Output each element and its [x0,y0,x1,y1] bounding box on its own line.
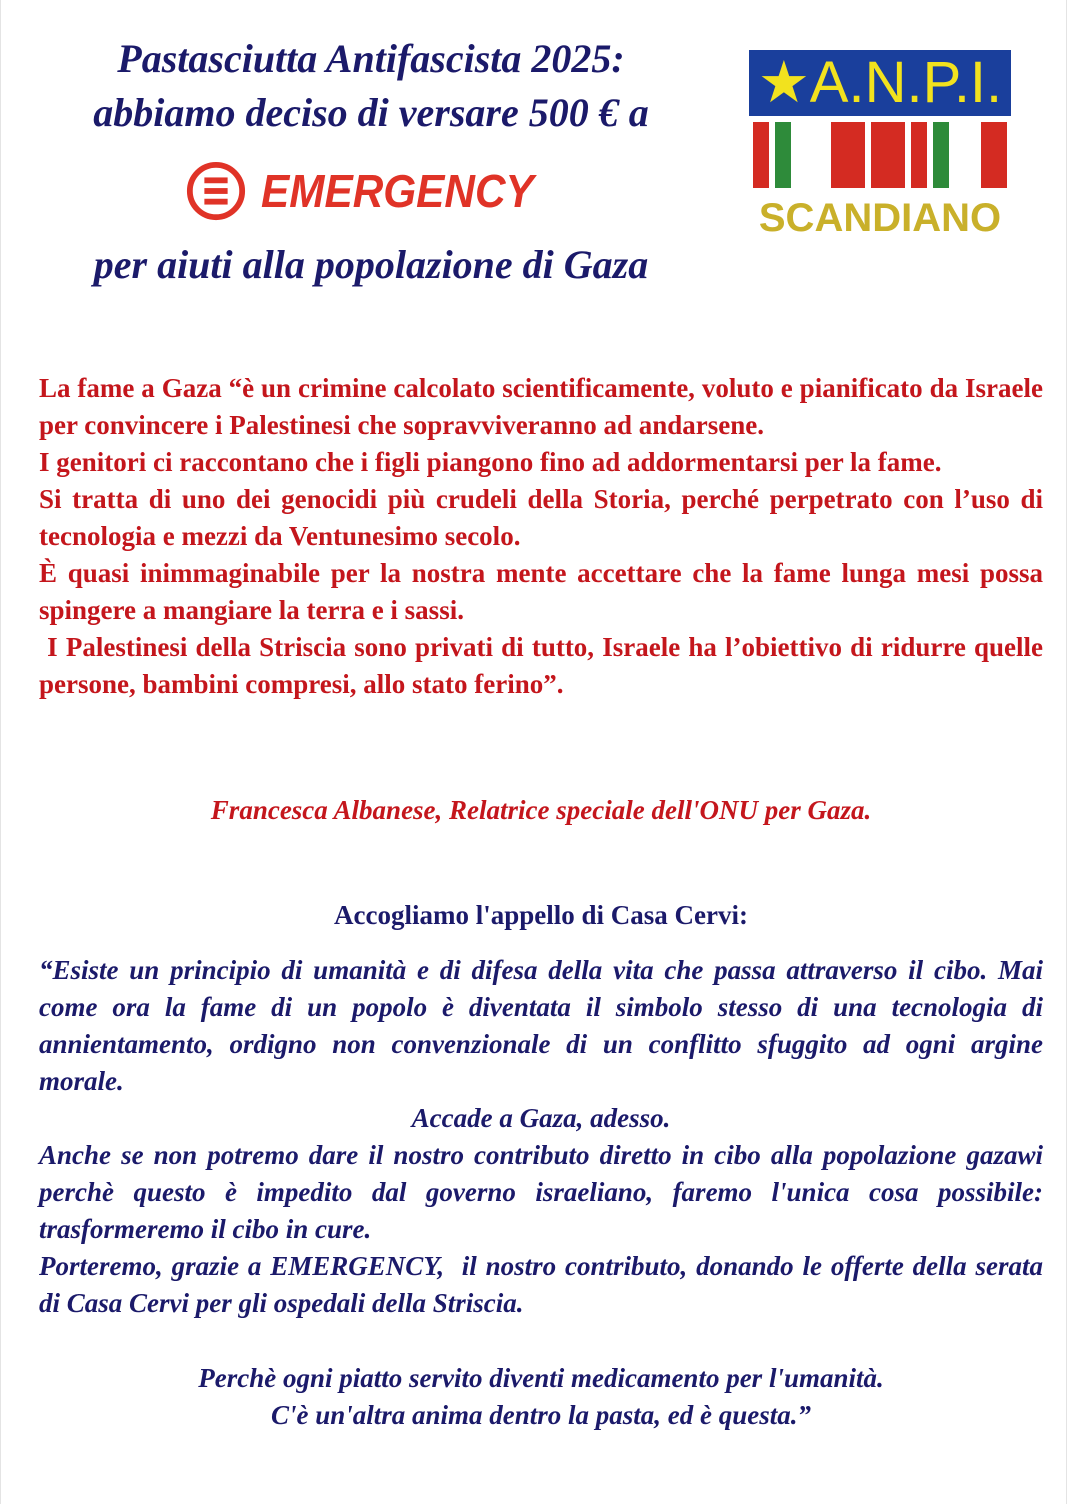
closing-line-1: Perchè ogni piatto servito diventi medicamento per l'umanità. [198,1363,884,1393]
albanese-paragraph: È quasi inimmaginabile per la nostra mente accettare che la fame lunga mesi possa spingere a mangiare la terra e i sassi. [39,558,1043,625]
appello-title: Accogliamo l'appello di Casa Cervi: [334,900,748,930]
anpi-logo-banner: ★A.N.P.I. [749,50,1011,116]
albanese-paragraph: Si tratta di uno dei genocidi più crudeli della Storia, perché perpetrato con l’uso di tecnologia e mezzi da Ventunesimo secolo. [39,484,1043,551]
appello-text [39,952,1050,1322]
appello-paragraph: “Esiste un principio di umanità e di difesa della vita che passa attraverso il cibo. Mai come ora la fame di un popolo è diventata il simbolo stesso di una tecnologia di annientamento, ordigno non convenzionale di un conflitto sfuggito ad ogni argine morale. [39,955,1043,1096]
header-line-1: Pastasciutta Antifascista 2025: [117,36,625,81]
albanese-paragraph: I genitori ci raccontano che i figli piangono fino ad addormentarsi per la fame. [39,447,942,477]
albanese-paragraph: La fame a Gaza “è un crimine calcolato scientificamente, voluto e pianificato da Israele per convincere i Palestinesi che sopravviveranno ad andarsene. [39,373,1043,440]
emergency-logo-icon [185,160,247,222]
closing-line-2: C'è un'altra anima dentro la pasta, ed è questa.” [270,1400,812,1430]
appello-paragraph: Anche se non potremo dare il nostro contributo diretto in cibo alla popolazione gazawi perchè questo è impedito dal governo israeliano, faremo l'unica cosa possibile: trasformeremo il cibo in cure. [39,1140,1043,1244]
appello-paragraph: Porteremo, grazie a EMERGENCY, il nostro contributo, donando le offerte della serata di Casa Cervi per gli ospedali della Striscia. [39,1251,1050,1318]
emergency-logo [31,148,711,234]
albanese-attribution: Francesca Albanese, Relatrice speciale dell'ONU per Gaza. [210,795,872,825]
header-title [31,32,711,292]
emergency-logo-text: EMERGENCY [260,165,534,217]
appello-centered-line: Accade a Gaza, adesso. [411,1103,671,1133]
anpi-logo [749,50,1011,250]
appello-closing [39,1360,1043,1434]
header-line-2: abbiamo deciso di versare 500 € a [93,90,649,135]
header-line-3: per aiuti alla popolazione di Gaza [93,242,649,287]
anpi-city-label: SCANDIANO [749,188,1011,248]
albanese-paragraph: I Palestinesi della Striscia sono privati di tutto, Israele ha l’obiettivo di ridurre quelle persone, bambini compresi, allo stato ferino”. [39,632,1050,699]
albanese-quote [39,370,1050,703]
